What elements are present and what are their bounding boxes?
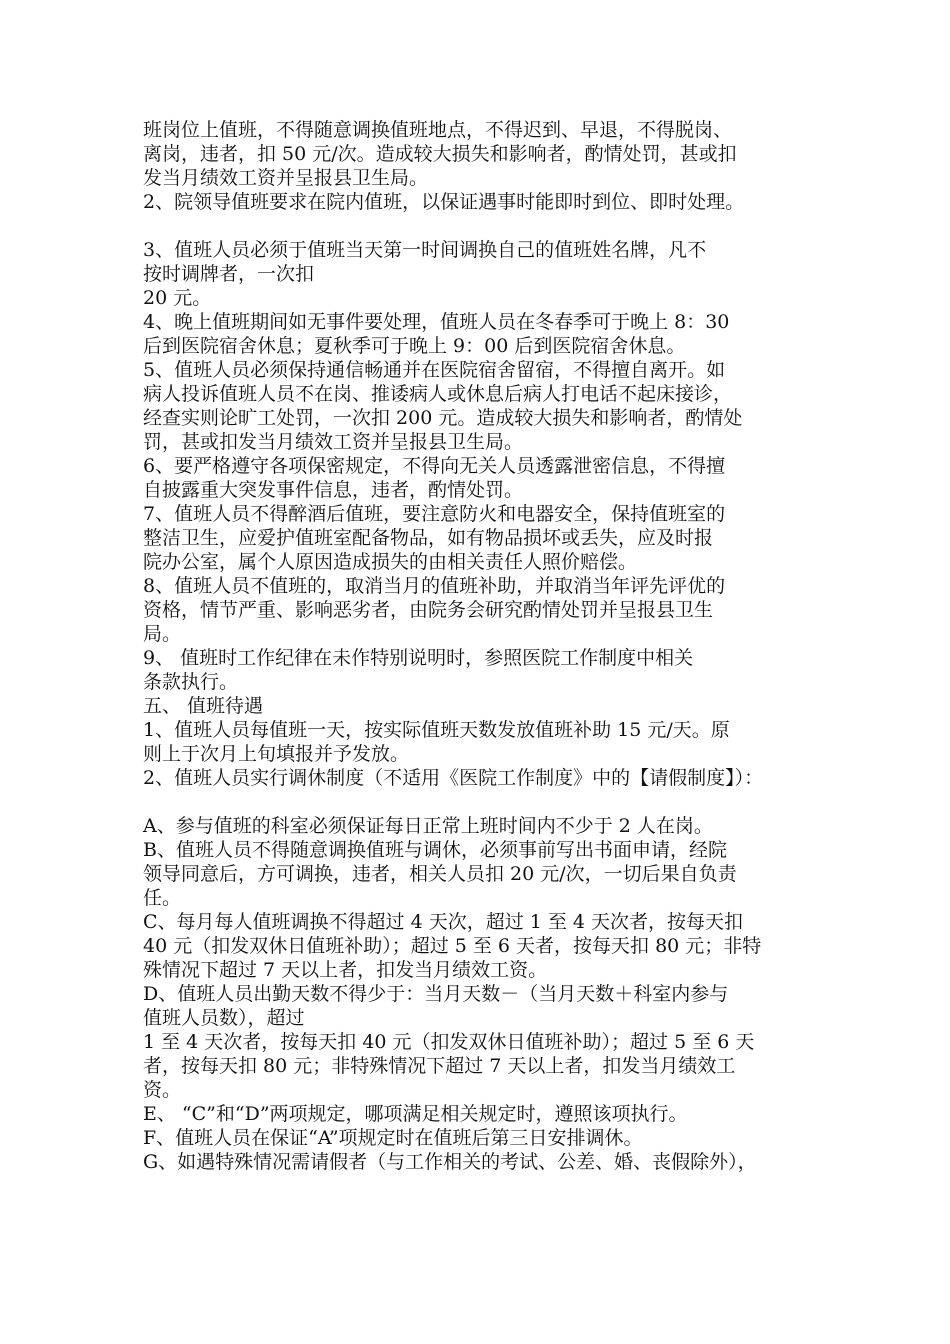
text-line: 病人投诉值班人员不在岗、推诿病人或休息后病人打电话不起床接诊， <box>143 383 733 405</box>
text-line: 5、值班人员必须保持通信畅通并在医院宿舍留宿，不得擅自离开。如 <box>143 359 726 381</box>
text-line: 者，按每天扣 80 元；非特殊情况下超过 7 天以上者，扣发当月绩效工 <box>143 1055 736 1077</box>
text-line: 局。 <box>143 623 182 645</box>
text-line: 1 至 4 天次者，按每天扣 40 元（扣发双休日值班补助）；超过 5 至 6 天 <box>143 1031 755 1053</box>
text-line: 1、值班人员每值班一天，按实际值班天数发放值班补助 15 元/天。原 <box>143 719 730 741</box>
blank-line <box>143 214 833 238</box>
text-line: C、每月每人值班调换不得超过 4 天次，超过 1 至 4 天次者，按每天扣 <box>143 911 744 933</box>
text-line: 任。 <box>143 887 182 909</box>
text-line: 2、值班人员实行调休制度（不适用《医院工作制度》中的【请假制度】）： <box>143 767 764 789</box>
text-line: F、值班人员在保证“A”项规定时在值班后第三日安排调休。 <box>143 1127 643 1149</box>
text-line: G、如遇特殊情况需请假者（与工作相关的考试、公差、婚、丧假除外）， <box>143 1151 757 1173</box>
document-body <box>143 118 833 1174</box>
text-line: 罚，甚或扣发当月绩效工资并呈报县卫生局。 <box>143 431 524 453</box>
text-line: 8、值班人员不值班的，取消当月的值班补助，并取消当年评先评优的 <box>143 575 726 597</box>
text-line: 离岗，违者，扣 50 元/次。造成较大损失和影响者，酌情处罚，甚或扣 <box>143 143 737 165</box>
text-line: 后到医院宿舍休息；夏秋季可于晚上 9：00 后到医院宿舍休息。 <box>143 335 686 357</box>
text-line: 资。 <box>143 1079 182 1101</box>
text-line: E、 “C”和“D”两项规定，哪项满足相关规定时，遵照该项执行。 <box>143 1103 688 1125</box>
text-line: 自披露重大突发事件信息，违者，酌情处罚。 <box>143 479 524 501</box>
text-line: B、值班人员不得随意调换值班与调休，必须事前写出书面申请，经院 <box>143 839 727 861</box>
text-line: 院办公室，属个人原因造成损失的由相关责任人照价赔偿。 <box>143 551 638 573</box>
blank-line <box>143 790 833 814</box>
text-line: 2、院领导值班要求在院内值班，以保证遇事时能即时到位、即时处理。 <box>143 191 745 213</box>
text-line: 经查实则论旷工处罚，一次扣 200 元。造成较大损失和影响者，酌情处 <box>143 407 743 429</box>
text-line: A、参与值班的科室必须保证每日正常上班时间内不少于 2 人在岗。 <box>143 815 713 837</box>
text-line: 40 元（扣发双休日值班补助）；超过 5 至 6 天者，按每天扣 80 元；非特 <box>143 935 762 957</box>
text-line: 发当月绩效工资并呈报县卫生局。 <box>143 167 429 189</box>
text-line: 殊情况下超过 7 天以上者，扣发当月绩效工资。 <box>143 959 548 981</box>
text-line: D、值班人员出勤天数不得少于：当月天数－（当月天数＋科室内参与 <box>143 983 729 1005</box>
text-line: 7、值班人员不得醉酒后值班，要注意防火和电器安全，保持值班室的 <box>143 503 726 525</box>
text-line: 值班人员数），超过 <box>143 1007 305 1029</box>
text-line: 资格，情节严重、影响恶劣者，由院务会研究酌情处罚并呈报县卫生 <box>143 599 714 621</box>
text-line: 6、要严格遵守各项保密规定，不得向无关人员透露泄密信息，不得擅 <box>143 455 726 477</box>
text-line: 按时调牌者，一次扣 <box>143 263 315 285</box>
text-line: 班岗位上值班，不得随意调换值班地点，不得迟到、早退，不得脱岗、 <box>143 119 733 141</box>
text-line: 则上于次月上旬填报并予发放。 <box>143 743 410 765</box>
text-line: 9、 值班时工作纪律在未作特别说明时，参照医院工作制度中相关 <box>143 647 694 669</box>
text-line: 4、晚上值班期间如无事件要处理，值班人员在冬春季可于晚上 8：30 <box>143 311 730 333</box>
text-line: 3、值班人员必须于值班当天第一时间调换自己的值班姓名牌，凡不 <box>143 239 707 261</box>
text-line: 领导同意后，方可调换，违者，相关人员扣 20 元/次，一切后果自负责 <box>143 863 737 885</box>
text-line: 20 元。 <box>143 287 212 309</box>
text-line: 条款执行。 <box>143 671 239 693</box>
section-heading: 五、 值班待遇 <box>143 695 264 717</box>
text-line: 整洁卫生，应爱护值班室配备物品，如有物品损坏或丢失，应及时报 <box>143 527 714 549</box>
